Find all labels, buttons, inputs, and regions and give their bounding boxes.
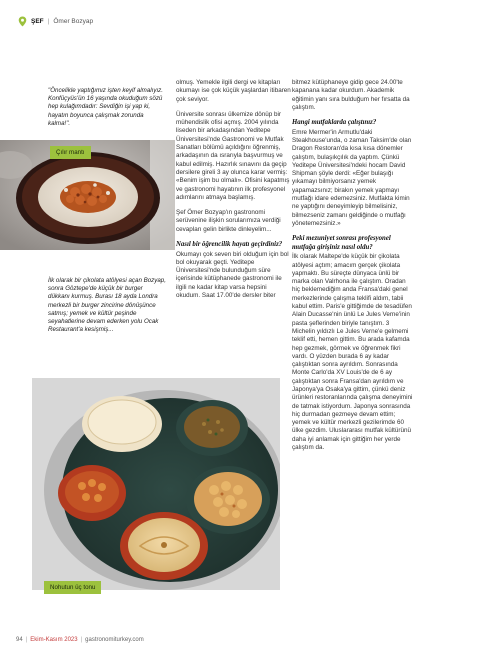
caption-photo1: Çılır mantı <box>50 146 91 159</box>
footer-separator: | <box>25 637 28 643</box>
paragraph: İlk olarak Maltepe'de küçük bir çikolata atölyesi açtım; amacım gerçek çikolata yapmaktı. Bu süreçte dünyaca ünlü bir marka olan Valrhona ile çalıştım. Oradan hiç beklemediğim anda Fransa'daki genel merkezlerinde çalışma teklifi aldım, tabii kabul ettim. Paris'e gittiğimde de tesadüfen Alain Ducasse'nin ünlü Le Jules Verne'inin pasta şeflerinden biriyle tanıştım. 3 Michelin yıldızlı Le Jules Verne'e gelmemi teklif etti, hemen gittim. Bu arada kafamda hep gezmek, görmek ve öğrenmek fikri vardı. O yüzden burada 6 ay kadar çalıştıktan sonra ayrıldım. Sonrasında Monte Carlo'da XV Louis'de de 6 ay çalıştıktan sonra Fransa'dan ayrıldım ve Japonya'ya Osaka'ya gittim, çünkü deniz ürünleri restoranlarında çalışma deneyimini de tatmak istiyordum. Japonya sonrasında hiç durmadan gezmeye devam ettim; yemek ve kültür merkezli gezilerimde 60 ülke gezdim. Uluslararası mutfak kültürünü daha iyi anlamak için gittiğim her yerde çalıştım da. <box>292 253 413 452</box>
paragraph: Okumayı çok seven biri olduğum için bol bol okuyarak geçti. Yeditepe Üniversitesi'nde bulunduğum süre içerisinde kütüphanede gastronomi ile ilgili ne kadar kitap varsa hepsini okudum. Saat 17.00'de dersler biter <box>176 250 289 300</box>
question-heading: Nasıl bir öğrencilik hayatı geçirdiniz? <box>176 241 283 249</box>
caption-photo2: Nohutun üç tonu <box>44 581 101 594</box>
paragraph: Şef Ömer Bozyap'ın gastronomi serüvenine ilişkin sorularımıza verdiği cevapları gelin birlikte dinleyelim... <box>176 209 281 233</box>
article-column-2 <box>176 79 292 307</box>
paragraph: bitmez kütüphaneye gidip gece 24.00'te kapanana kadar okurdum. Akademik eğitimin yanı sıra bulduğum her fırsatta da çalıştım. <box>292 79 410 111</box>
question-heading: Hangi mutfaklarda çalıştınız? <box>292 119 377 127</box>
article-column-3 <box>292 79 414 459</box>
photo-nohutun-uc-tonu <box>32 378 280 590</box>
paragraph: Emre Mermer'in Armutlu'daki Steakhouse'unda, o zaman Taksim'de olan Dragon Restoran'da kısa kısa dönemler çalıştım, bulaşıkçılık da yaptım. Çünkü Yeditepe Üniversitesi'ndeki hocam David Shipman şöyle derdi: «Eğer bulaşığı yıkamayı bilmiyorsanız yemek yapamazsınız; birakın yemek yapmayı mutfağı idare edemezsiniz. Mutfakta kimin ne yaptığını deneyimleyip bilmelisiniz, bilmezseniz zamanı geldiğinde o mutfağı yönetemezsiniz.» <box>292 128 412 227</box>
issue-date: Ekim-Kasım 2023 <box>30 637 78 643</box>
site-url[interactable]: gastronomiturkey.com <box>85 637 144 643</box>
page-header <box>18 14 93 28</box>
section-label: ŞEF <box>31 17 44 25</box>
header-separator: | <box>47 17 50 25</box>
pull-quote-top: "Öncelikle yaptığımız işten keyif almalıyız. Konfüçyüs'ün 16 yaşında okuduğum sözü hep kulağımdadır: Sevdiğin işi yap ki, hayatın boyunca çalışmak zorunda kalma!". <box>48 87 163 127</box>
chickpea-dishes-illustration <box>32 378 280 590</box>
page-number: 94 <box>16 637 23 643</box>
paragraph: olmuş. Yemekle ilgili dergi ve kitapları okumayı ise çok küçük yaşlardan itibaren çok seviyor. <box>176 79 291 103</box>
author-name: Ömer Bozyap <box>53 17 94 25</box>
pull-quote-bottom: İlk olarak bir çikolata atölyesi açan Bozyap, sonra Göztepe'de küçük bir burger dükkanı kurmuş. Burası 18 ayda Londra merkezli bir burger zincirine dönüşünce satmış; yemek ve kültür peşinde seyahatlerine devam ederken yolu Ocak Restaurant'a kesişmiş... <box>48 277 166 334</box>
page-footer <box>16 637 144 643</box>
footer-separator: | <box>80 637 83 643</box>
paragraph: Üniversite sonrası ülkemize dönüp bir mühendislik ofisi açmış. 2004 yılında liseden bir arkadaşından Yeditepe Üniversitesi'nde Gastronomi ve Mutfak Sanatları bölümü açıldığını öğrenmiş, arkadaşının da ısrarıyla başvurmuş ve kabul edilmiş. Hazırlık sınavını da geçip dersilere gireli 3 ay olunca karar vermiş: «Benim işim bu olmalı». Ofisini kapatmış ve gastronomi hayatının ilk profesyonel adımlarını atmaya başlamış. <box>176 110 290 201</box>
question-heading: Peki mezuniyet sonrası profesyonel mutfağa girişiniz nasıl oldu? <box>292 235 391 251</box>
location-pin-icon <box>18 16 27 27</box>
